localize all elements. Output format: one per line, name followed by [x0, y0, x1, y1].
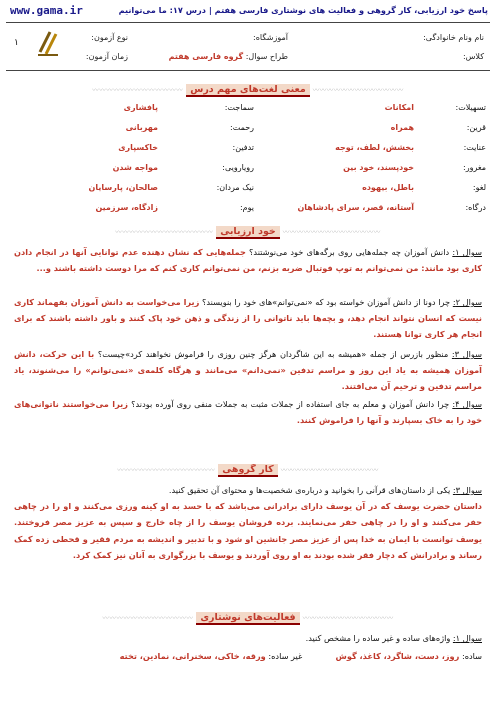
self-question-4 — [14, 396, 482, 428]
self-question-1 — [14, 244, 482, 276]
vocab-row — [10, 140, 486, 160]
question-answer: زیرا می‌خواستند ناتوانی‌های خود را به خاک بسپارند و آنها را فراموش کنند. — [14, 399, 482, 426]
vocab-word: سماجت: — [224, 103, 254, 112]
question-label: سوال ۱: — [452, 633, 482, 643]
vocab-word: لغو: — [472, 183, 486, 192]
vocab-word: قرین: — [466, 123, 486, 132]
question-label: سوال ۳: — [451, 349, 483, 359]
vocab-meaning: پافشاری — [123, 103, 158, 112]
vocab-word: تدفین: — [232, 143, 254, 152]
vocab-meaning: خودپسند، خود بین — [343, 163, 414, 172]
vocab-word: عنایت: — [463, 143, 486, 152]
vocab-word: درگاه: — [465, 203, 486, 212]
vocab-row — [10, 180, 486, 200]
school-label: آموزشگاه: — [253, 33, 288, 42]
writing-section-title: فعالیت‌های نوشتاری — [196, 612, 299, 625]
meta-divider — [6, 70, 490, 71]
writing-question — [14, 630, 482, 646]
vocab-word: رحمت: — [230, 123, 254, 132]
vocab-meaning: زادگاه، سرزمین — [95, 203, 158, 212]
vocab-meaning: مهربانی — [125, 123, 158, 132]
vocab-row — [10, 120, 486, 140]
question-label: سوال ۴: — [452, 399, 482, 409]
page-number: ۱ — [14, 38, 19, 48]
vocab-meaning: مواجه شدن — [112, 163, 158, 172]
question-answer: با این حرکت، دانش آموزان همیشه به یاد این روز و مراسم تدفین «نمی‌دانم» می‌مانند و هرگاه کلمه‌ی «نمی‌توانم» را می‌شنوند، یاد مراسم تدفین و ترحیم آن می‌افتند. — [14, 349, 482, 392]
question-text: یکی از داستان‌های قرآنی را بخوانید و درباره‌ی شخصیت‌ها و محتوای آن تحقیق کنید. — [168, 485, 453, 495]
site-link[interactable]: www.gama.ir — [10, 4, 83, 17]
self-question-3 — [14, 346, 482, 395]
writing-answer-row — [14, 648, 482, 664]
vocab-meaning: باطل، بیهوده — [362, 183, 414, 192]
simple-label: ساده: — [461, 651, 482, 661]
vocab-word: مغرور: — [463, 163, 486, 172]
writing-section-bar: 〰〰〰〰〰〰〰〰〰〰〰〰〰 فعالیت‌های نوشتاری 〰〰〰〰〰〰〰〰〰〰〰〰〰 — [102, 612, 394, 623]
vocab-meaning: خاکسپاری — [118, 143, 158, 152]
question-text: واژه‌های ساده و غیر ساده را مشخص کنید. — [305, 633, 453, 643]
question-answer: جمله‌هایی که نشان دهنده عدم توانایی آنها در انجام دادن کاری بود مانند: من نمی‌توانم به توپ فوتبال ضربه بزنم، من نمی‌توانم کاری کنم که مرا دوست داشته باشند و... — [14, 247, 482, 274]
class-label: کلاس: — [462, 52, 484, 61]
page-title: پاسخ خود ارزیابی، کار گروهی و فعالیت های نوشتاری فارسی هفتم | درس ۱۷: ما می‌توانیم — [118, 5, 488, 15]
exam-type-label: نوع آزمون: — [91, 33, 128, 42]
vocab-section-title: معنی لغت‌های مهم درس — [186, 84, 310, 97]
question-label: سوال ۳: — [452, 485, 482, 495]
designer-label — [169, 52, 288, 61]
group-work-section-title: کار گروهی — [218, 464, 277, 477]
header-bar — [0, 0, 496, 22]
vocab-row — [10, 100, 486, 120]
question-label: سوال ۲: — [452, 297, 482, 307]
question-label: سوال ۱: — [452, 247, 482, 257]
gama-logo-icon — [36, 28, 60, 58]
question-text: چرا دانش آموزان و معلم به جای استفاده از جملات مثبت به جملات منفی روی آورده بودند؟ — [127, 399, 453, 409]
header-divider — [6, 22, 490, 23]
vocab-meaning: صالحان، پارسایان — [88, 183, 158, 192]
group-question — [14, 482, 482, 563]
question-text: دانش آموزان چه جمله‌هایی روی برگه‌های خود می‌نوشتند؟ — [245, 247, 453, 257]
name-label: نام ونام خانوادگی: — [423, 33, 484, 42]
complex-label: غیر ساده: — [268, 651, 303, 661]
designer-label-text: طراح سوال: — [245, 52, 288, 61]
simple-words: روز، دست، شاگرد، کاغذ، گوش — [335, 651, 460, 661]
vocab-row — [10, 200, 486, 220]
vocab-word: نیک مردان: — [216, 183, 254, 192]
vocab-meaning: آستانه، قصر، سرای پادشاهان — [297, 203, 414, 212]
self-assessment-section-bar: 〰〰〰〰〰〰〰〰〰〰〰〰〰〰 خود ارزیابی 〰〰〰〰〰〰〰〰〰〰〰〰〰〰 — [115, 226, 381, 237]
vocab-word: یوم: — [239, 203, 254, 212]
question-text: چرا دونا از دانش آموزان خواسته بود که «نمی‌توانم»های خود را بنویسند؟ — [199, 297, 453, 307]
group-work-section-bar: 〰〰〰〰〰〰〰〰〰〰〰〰〰〰 کار گروهی 〰〰〰〰〰〰〰〰〰〰〰〰〰〰 — [117, 464, 379, 475]
vocab-meaning: همراه — [390, 123, 414, 132]
self-assessment-section-title: خود ارزیابی — [216, 226, 280, 239]
question-answer: زیرا می‌خواست به دانش آموزان بفهماند کاری نیست که انسان نتواند انجام دهد، و بچه‌ها باید ناتوانی را از زندگی و ذهن خود پاک کنند و باور داشته باشند که برای انجام هر کاری توانا هستند. — [14, 297, 482, 340]
vocab-row — [10, 160, 486, 180]
vocab-word: تسهیلات: — [455, 103, 486, 112]
designer-value: گروه فارسی هفتم — [168, 52, 244, 61]
exam-time-label: زمان آزمون: — [85, 52, 128, 61]
vocab-meaning: امکانات — [384, 103, 414, 112]
question-answer: داستان حضرت یوسف که در آن یوسف دارای برادرانی می‌باشد که با حسد به او کینه ورزی می‌کنند و او را در چاهی حفر می‌کنند و او را در چاهی حفر می‌نمایند. برده فروشان یوسف را از چاه خارج و سپس به عزیز مصر فروختند. یوسف توانست با ایمان به خدا پس از عزیز مصر جانشین او شود و با تدبیر و اندیشه به مردم فقیر و قحطی زده کمک رساند و برادرانش که دچار فقر شده بودند به او روی آوردند و یوسف با بزرگواری به آنان نیز کمک کرد. — [14, 501, 482, 560]
vocab-table — [10, 100, 486, 220]
complex-words: ورقه، خاکی، سخنرانی، نمادین، تخته — [119, 651, 266, 661]
vocab-section-bar: 〰〰〰〰〰〰〰〰〰〰〰〰〰 معنی لغت‌های مهم درس 〰〰〰〰〰〰〰〰〰〰〰〰〰 — [92, 84, 404, 95]
vocab-meaning: بخشش، لطف، توجه — [335, 143, 414, 152]
vocab-word: رویارویی: — [222, 163, 254, 172]
self-question-2 — [14, 294, 482, 343]
question-text: منظور بازرس از جمله «همیشه به این شاگردان هرگز چنین روزی را فراموش نخواهند کرد»چیست؟ — [94, 349, 452, 359]
